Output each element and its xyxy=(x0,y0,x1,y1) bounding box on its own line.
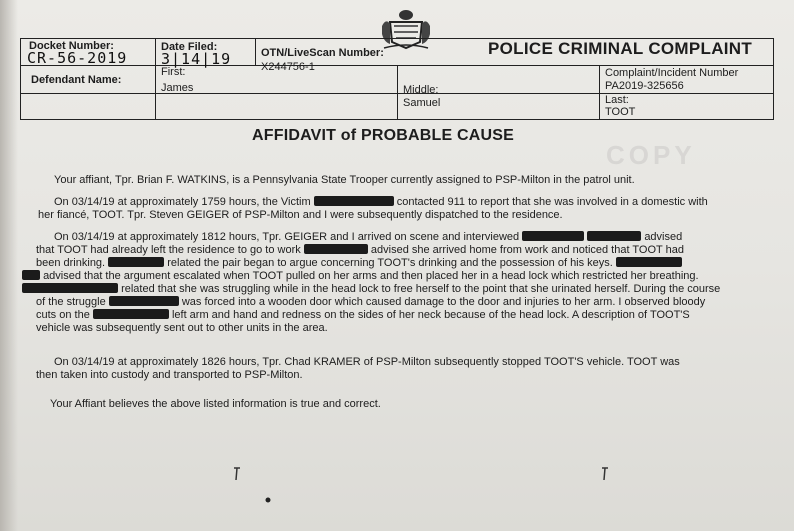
otn-label: OTN/LiveScan Number: xyxy=(261,47,384,59)
redaction-bar xyxy=(22,283,118,293)
middle-name-label: Middle: xyxy=(403,84,439,96)
paragraph-text: vehicle was subsequently sent out to other units in the area. xyxy=(36,322,328,334)
paragraph-text: then taken into custody and transported to PSP-Milton. xyxy=(36,369,303,381)
paragraph-text: Your Affiant believes the above listed information is true and correct. xyxy=(50,398,381,410)
page-edge-shadow xyxy=(0,0,18,531)
paragraph-text: advised she arrived home from work and noticed that TOOT had xyxy=(370,244,684,256)
docket-value: CR-56-2019 xyxy=(27,49,128,67)
last-name-value: TOOT xyxy=(605,106,636,118)
paragraph-text: Your affiant, Tpr. Brian F. WATKINS, is a Pennsylvania State Trooper currently assigned to PSP-Milton in the patrol unit. xyxy=(54,174,635,186)
paragraph-text: On 03/14/19 at approximately 1826 hours, Tpr. Chad KRAMER of PSP-Milton subsequently stopped TOOT'S vehicle. TOOT was xyxy=(54,356,680,368)
redaction-bar xyxy=(314,196,394,206)
redaction-bar xyxy=(109,296,179,306)
complaint-header-form xyxy=(20,38,774,120)
redaction-bar xyxy=(22,270,40,280)
paragraph-text: been drinking. xyxy=(36,257,106,269)
affidavit-paragraph-4 xyxy=(36,356,680,382)
paragraph-text: related that she was struggling while in the head lock to free herself to the point that she urinated herself. During the course xyxy=(121,283,721,295)
complaint-number-value: PA2019-325656 xyxy=(605,80,684,92)
redaction-bar xyxy=(304,244,368,254)
affidavit-paragraph-2 xyxy=(38,196,708,222)
redaction-bar xyxy=(616,257,682,267)
paragraph-text: advised xyxy=(644,231,683,243)
paragraph-text: related the pair began to argue concerning TOOT's drinking and the possession of his keys. xyxy=(167,257,613,269)
affidavit-paragraph-3 xyxy=(36,231,720,335)
paragraph-text: of the struggle xyxy=(36,296,106,308)
otn-value: X244756-1 xyxy=(261,61,315,73)
date-filed-value: 3|14|19 xyxy=(161,50,232,68)
first-name-label: First: xyxy=(161,66,186,78)
scan-mark xyxy=(600,466,612,484)
middle-name-value: Samuel xyxy=(403,97,441,109)
paragraph-text: contacted 911 to report that she was involved in a domestic with xyxy=(396,196,708,208)
redaction-bar xyxy=(587,231,641,241)
affidavit-paragraph-5 xyxy=(50,398,381,411)
paragraph-text: was forced into a wooden door which caused damage to the door and injuries to her arm. I observed bloody xyxy=(181,296,706,308)
complaint-number-label: Complaint/Incident Number xyxy=(605,67,739,79)
paragraph-text: that TOOT had already left the residence to go to work xyxy=(36,244,301,256)
last-name-label: Last: xyxy=(605,94,629,106)
defendant-name-label: Defendant Name: xyxy=(31,74,122,86)
paragraph-text: On 03/14/19 at approximately 1759 hours, the Victim xyxy=(54,196,311,208)
page-title: POLICE CRIMINAL COMPLAINT xyxy=(488,39,753,58)
form-col-divider xyxy=(255,39,256,65)
docket-label: Docket Number: xyxy=(29,40,114,52)
paragraph-text: her fiancé, TOOT. Tpr. Steven GEIGER of PSP-Milton and I were subsequently dispatched to the residence. xyxy=(38,209,563,221)
redaction-bar xyxy=(522,231,584,241)
date-filed-label: Date Filed: xyxy=(161,41,218,53)
form-col-divider xyxy=(155,39,156,119)
paragraph-text: advised that the argument escalated when TOOT pulled on her arms and then placed her in a head lock which restricted her breathing. xyxy=(43,270,699,282)
redaction-bar xyxy=(108,257,164,267)
copy-watermark: COPY xyxy=(606,140,696,170)
paragraph-text: left arm and hand and redness on the sides of her neck because of the head lock. A description of TOOT'S xyxy=(171,309,690,321)
paragraph-text: On 03/14/19 at approximately 1812 hours, Tpr. GEIGER and I arrived on scene and interviewed xyxy=(54,231,520,243)
form-col-divider xyxy=(599,65,600,119)
affidavit-heading: AFFIDAVIT of PROBABLE CAUSE xyxy=(252,127,514,144)
scan-mark xyxy=(232,466,244,484)
redaction-bar xyxy=(93,309,169,319)
form-col-divider xyxy=(397,65,398,119)
paragraph-text: cuts on the xyxy=(36,309,90,321)
affidavit-paragraph-1 xyxy=(54,174,635,187)
scan-dot xyxy=(264,496,272,504)
first-name-value: James xyxy=(161,82,194,94)
